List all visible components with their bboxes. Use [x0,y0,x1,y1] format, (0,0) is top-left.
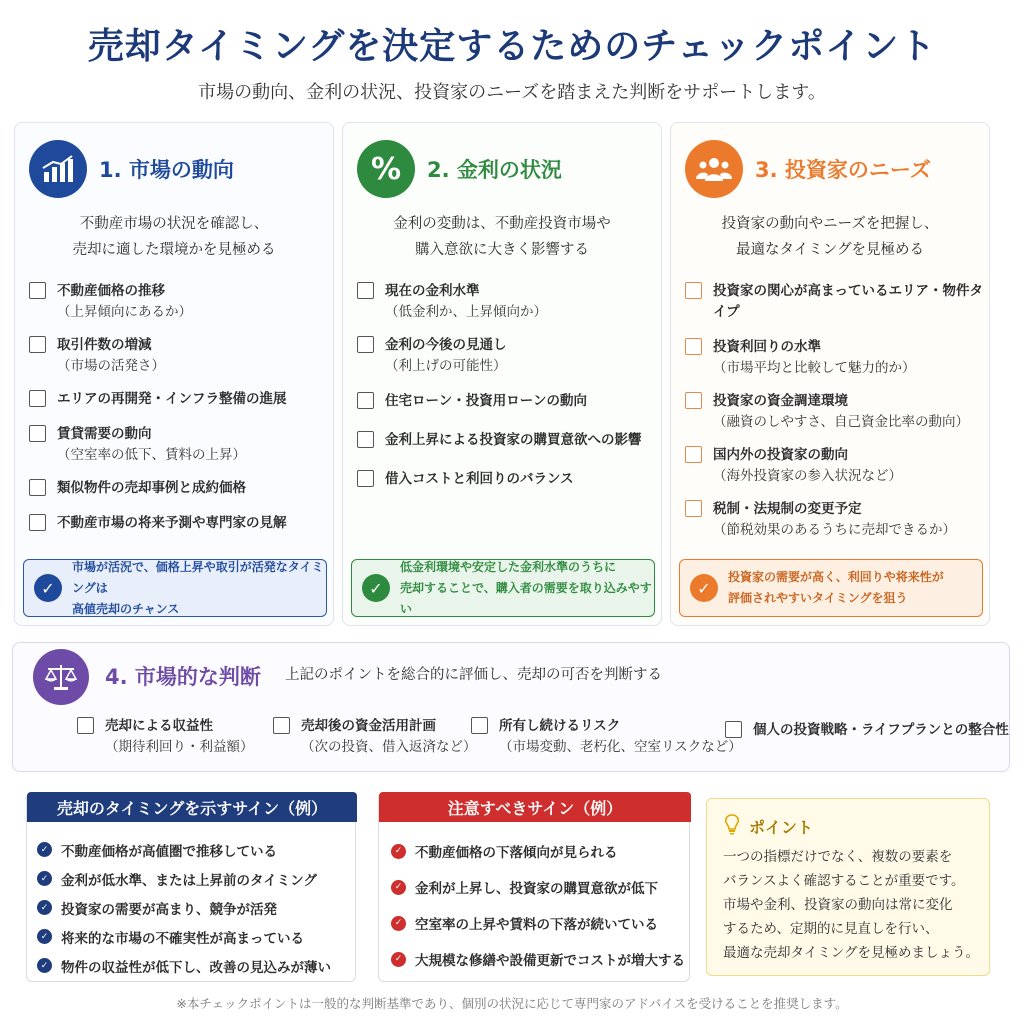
checkbox[interactable] [357,336,374,353]
checklist-item[interactable]: 国内外の投資家の動向 （海外投資家の参入状況など） [685,445,985,487]
chart-up-icon [29,140,87,198]
checklist-item[interactable]: 所有し続けるリスク （市場変動、老朽化、空室リスクなど） [471,716,742,758]
checklist-item[interactable]: 取引件数の増減 （市場の活発さ） [29,335,329,377]
checklist-item[interactable]: 類似物件の売却事例と成約価格 [29,478,329,499]
checkbox[interactable] [685,282,702,299]
point-box [706,798,990,976]
checkbox[interactable] [29,479,46,496]
checklist-item[interactable]: 売却による収益性 （期待利回り・利益額） [77,716,254,758]
checkbox[interactable] [29,336,46,353]
checkbox[interactable] [29,425,46,442]
card-conclusion: ✓ 低金利環境や安定した金利水準のうちに 売却することで、購入者の需要を取り込みやすい [351,559,655,617]
checklist-item[interactable]: 投資家の資金調達環境 （融資のしやすさ、自己資金比率の動向） [685,391,985,433]
interest-rate-card [342,122,662,626]
list-item: ✓ 不動産価格が高値圏で推移している [37,835,331,864]
judgement-description: 上記のポイントを総合的に評価し、売却の可否を判断する [285,667,662,683]
card-conclusion: ✓ 投資家の需要が高く、利回りや将来性が 評価されやすいタイミングを狙う [679,559,983,617]
check-icon: ✓ [391,916,406,931]
checklist-item[interactable]: 住宅ローン・投資用ローンの動向 [357,391,657,412]
check-icon: ✓ [37,900,52,915]
check-icon: ✓ [391,880,406,895]
footnote: ※本チェックポイントは一般的な判断基準であり、個別の状況に応じて専門家のアドバイスを受けることを推奨します。 [176,996,848,1011]
check-icon: ✓ [37,958,52,973]
investor-needs-card [670,122,990,626]
judgement-title: 4. 市場的な判断 [105,665,261,689]
checkbox[interactable] [685,392,702,409]
checkbox[interactable] [357,392,374,409]
market-trend-card [14,122,334,626]
caution-signs-title: 注意すべきサイン（例） [379,792,691,822]
check-circle-icon: ✓ [690,574,718,602]
sell-signs-panel [26,792,356,982]
list-item: ✓ 大規模な修繕や設備更新でコストが増大する [391,941,685,977]
list-item: ✓ 不動産価格の下落傾向が見られる [391,833,685,869]
check-circle-icon: ✓ [34,574,62,602]
checklist-item[interactable]: 個人の投資戦略・ライフプランとの整合性 [725,720,1009,741]
checklist-item[interactable]: 金利の今後の見通し （利上げの可能性） [357,335,657,377]
list-item: ✓ 将来的な市場の不確実性が高まっている [37,922,331,951]
page-title: 売却タイミングを決定するためのチェックポイント [87,26,937,67]
page-subtitle: 市場の動向、金利の状況、投資家のニーズを踏まえた判断をサポートします。 [198,82,826,103]
point-title: ポイント [749,817,814,837]
card-title: 3. 投資家のニーズ [755,158,931,182]
list-item: ✓ 投資家の需要が高まり、競争が活発 [37,893,331,922]
checkbox[interactable] [357,282,374,299]
card-description: 投資家の動向やニーズを把握し、 最適なタイミングを見極める [721,216,939,258]
caution-signs-panel [378,792,690,982]
list-item: ✓ 金利が低水準、または上昇前のタイミング [37,864,331,893]
judgement-section [12,642,1010,772]
scales-icon [33,649,89,705]
checklist-item[interactable]: 不動産市場の将来予測や専門家の見解 [29,513,329,534]
people-icon [685,140,743,198]
checkbox[interactable] [29,282,46,299]
checkbox[interactable] [357,470,374,487]
card-conclusion: ✓ 市場が活況で、価格上昇や取引が活発なタイミングは 高値売却のチャンス [23,559,327,617]
check-icon: ✓ [391,952,406,967]
check-icon: ✓ [37,871,52,886]
checkbox[interactable] [357,431,374,448]
checkbox[interactable] [685,338,702,355]
lightbulb-icon [723,813,741,839]
checkbox[interactable] [685,500,702,517]
checklist-item[interactable]: 賃貸需要の動向 （空室率の低下、賃料の上昇） [29,424,329,466]
check-icon: ✓ [37,842,52,857]
list-item: ✓ 空室率の上昇や賃料の下落が続いている [391,905,685,941]
check-circle-icon: ✓ [362,574,390,602]
check-icon: ✓ [391,844,406,859]
checklist-item[interactable]: 投資利回りの水準 （市場平均と比較して魅力的か） [685,337,985,379]
checkbox[interactable] [725,721,742,738]
checklist-item[interactable]: 売却後の資金活用計画 （次の投資、借入返済など） [273,716,477,758]
card-title: 1. 市場の動向 [99,158,234,182]
card-title: 2. 金利の状況 [427,158,562,182]
checklist-item[interactable]: 税制・法規制の変更予定 （節税効果のあるうちに売却できるか） [685,499,985,541]
checklist-item[interactable]: 金利上昇による投資家の購買意欲への影響 [357,430,657,451]
checklist-item[interactable]: 現在の金利水準 （低金利か、上昇傾向か） [357,281,657,323]
checkbox[interactable] [77,717,94,734]
checklist-item[interactable]: エリアの再開発・インフラ整備の進展 [29,389,329,410]
list-item: ✓ 金利が上昇し、投資家の購買意欲が低下 [391,869,685,905]
checkbox[interactable] [29,514,46,531]
checkbox[interactable] [29,390,46,407]
checkbox[interactable] [685,446,702,463]
check-icon: ✓ [37,929,52,944]
checkbox[interactable] [273,717,290,734]
checkbox[interactable] [471,717,488,734]
sell-signs-title: 売却のタイミングを示すサイン（例） [27,792,357,822]
card-description: 金利の変動は、不動産投資市場や 購入意欲に大きく影響する [393,216,611,258]
list-item: ✓ 物件の収益性が低下し、改善の見込みが薄い [37,951,331,980]
percent-icon: % [357,140,415,198]
checklist-item[interactable]: 不動産価格の推移 （上昇傾向にあるか） [29,281,329,323]
card-description: 不動産市場の状況を確認し、 売却に適した環境かを見極める [72,216,276,258]
checklist-item[interactable]: 投資家の関心が高まっているエリア・物件タイプ [685,281,985,323]
checklist-item[interactable]: 借入コストと利回りのバランス [357,469,657,490]
point-text: 一つの指標だけでなく、複数の要素を バランスよく確認することが重要です。 市場や金利、投資家の動向は常に変化 するため、定期的に見直しを行い、 最適な売却タイミングを見極めましょう。 [723,849,979,961]
